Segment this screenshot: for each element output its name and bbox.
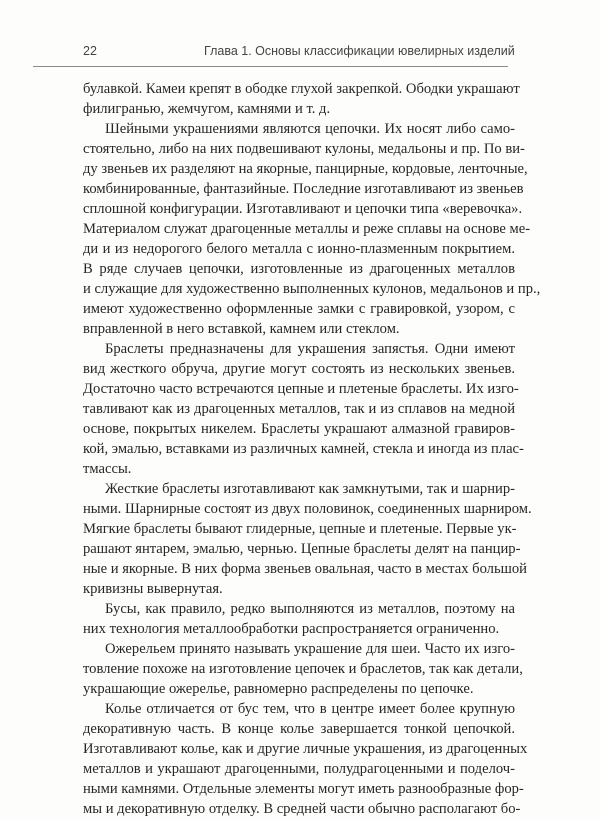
running-title: Глава 1. Основы классификации ювелирных изделий bbox=[204, 44, 515, 58]
text-line: имеют художественно оформленные замки с гравировкой, узором, с bbox=[83, 301, 515, 317]
text-line: металлов и украшают драгоценными, полудрагоценными и поделоч- bbox=[83, 761, 515, 777]
text-line: вид жесткого обруча, другие могут состоять из нескольких звеньев. bbox=[83, 361, 515, 377]
text-line: сплошной конфигурации. Изготавливают и цепочки типа «веревочка». bbox=[83, 201, 523, 217]
header-divider bbox=[33, 66, 508, 67]
text-line: украшающие ожерелье, равномерно распределены по цепочке. bbox=[83, 681, 474, 697]
text-line: Изготавливают колье, как и другие личные украшения, из драгоценных bbox=[83, 741, 528, 757]
text-line: тавливают как из драгоценных металлов, так и из сплавов на медной bbox=[83, 401, 515, 417]
text-line: и служащие для художественно выполненных кулонов, медальонов и пр., bbox=[83, 281, 541, 297]
paragraph bbox=[83, 119, 541, 339]
paragraph bbox=[83, 639, 523, 699]
paragraph bbox=[83, 79, 520, 119]
text-line: кой, эмалью, вставками из различных камней, стекла и иногда из плас- bbox=[83, 441, 524, 457]
text-line: вправленной в него вставкой, камнем или стеклом. bbox=[83, 321, 400, 337]
text-line: Бусы, как правило, редко выполняются из металлов, поэтому на bbox=[105, 601, 515, 617]
text-line: Материалом служат драгоценные металлы и реже сплавы на основе ме- bbox=[83, 221, 531, 237]
text-line: Достаточно часто встречаются цепные и плетеные браслеты. Их изго- bbox=[83, 381, 519, 397]
text-line: декоративную часть. В конце колье завершается тонкой цепочкой. bbox=[83, 721, 515, 737]
text-line: ными камнями. Отдельные элементы могут иметь разнообразные фор- bbox=[83, 781, 524, 797]
text-line: ди и из недорогого белого металла с ионно-плазменным покрытием. bbox=[83, 241, 515, 257]
text-line: Браслеты предназначены для украшения запястья. Одни имеют bbox=[105, 341, 515, 357]
body-text bbox=[83, 79, 541, 819]
text-line: стоятельно, либо на них подвешивают кулоны, медальоны и пр. По ви- bbox=[83, 141, 525, 157]
text-line: Колье отличается от бус тем, что в центре имеет более крупную bbox=[105, 701, 515, 717]
paragraph bbox=[83, 599, 515, 639]
text-line: филигранью, жемчугом, камнями и т. д. bbox=[83, 101, 331, 117]
text-line: основе, покрытых никелем. Браслеты украшают алмазной гравиров- bbox=[83, 421, 515, 437]
page-number: 22 bbox=[83, 44, 97, 58]
paragraph bbox=[83, 699, 528, 819]
text-line: рашают янтарем, эмалью, чернью. Цепные браслеты делят на панцир- bbox=[83, 541, 521, 557]
text-line: ные и якорные. В них форма звеньев овальная, часто в местах большой bbox=[83, 561, 527, 577]
text-line: Шейными украшениями являются цепочки. Их носят либо само- bbox=[105, 121, 515, 137]
text-line: них технология металлообработки распространяется ограниченно. bbox=[83, 621, 500, 637]
text-line: кривизны вывернутая. bbox=[83, 581, 223, 597]
text-line: булавкой. Камеи крепят в ободке глухой закрепкой. Ободки украшают bbox=[83, 81, 520, 97]
text-line: тмассы. bbox=[83, 461, 132, 477]
text-line: ду звеньев их разделяют на якорные, панцирные, кордовые, ленточные, bbox=[83, 161, 528, 177]
text-line: В ряде случаев цепочки, изготовленные из драгоценных металлов bbox=[83, 261, 515, 277]
text-line: Мягкие браслеты бывают глидерные, цепные и плетеные. Первые ук- bbox=[83, 521, 517, 537]
text-line: комбинированные, фантазийные. Последние изготавливают из звеньев bbox=[83, 181, 524, 197]
text-line: мы и декоративную отделку. В средней части обычно располагают бо- bbox=[83, 801, 521, 817]
paragraph bbox=[83, 479, 532, 599]
paragraph bbox=[83, 339, 524, 479]
text-line: Жесткие браслеты изготавливают как замкнутыми, так и шарнир- bbox=[105, 481, 515, 497]
text-line: товление похоже на изготовление цепочек и браслетов, так как детали, bbox=[83, 661, 523, 677]
text-line: Ожерельем принято называть украшение для шеи. Часто их изго- bbox=[105, 641, 515, 657]
text-line: ными. Шарнирные состоят из двух половинок, соединенных шарниром. bbox=[83, 501, 532, 517]
